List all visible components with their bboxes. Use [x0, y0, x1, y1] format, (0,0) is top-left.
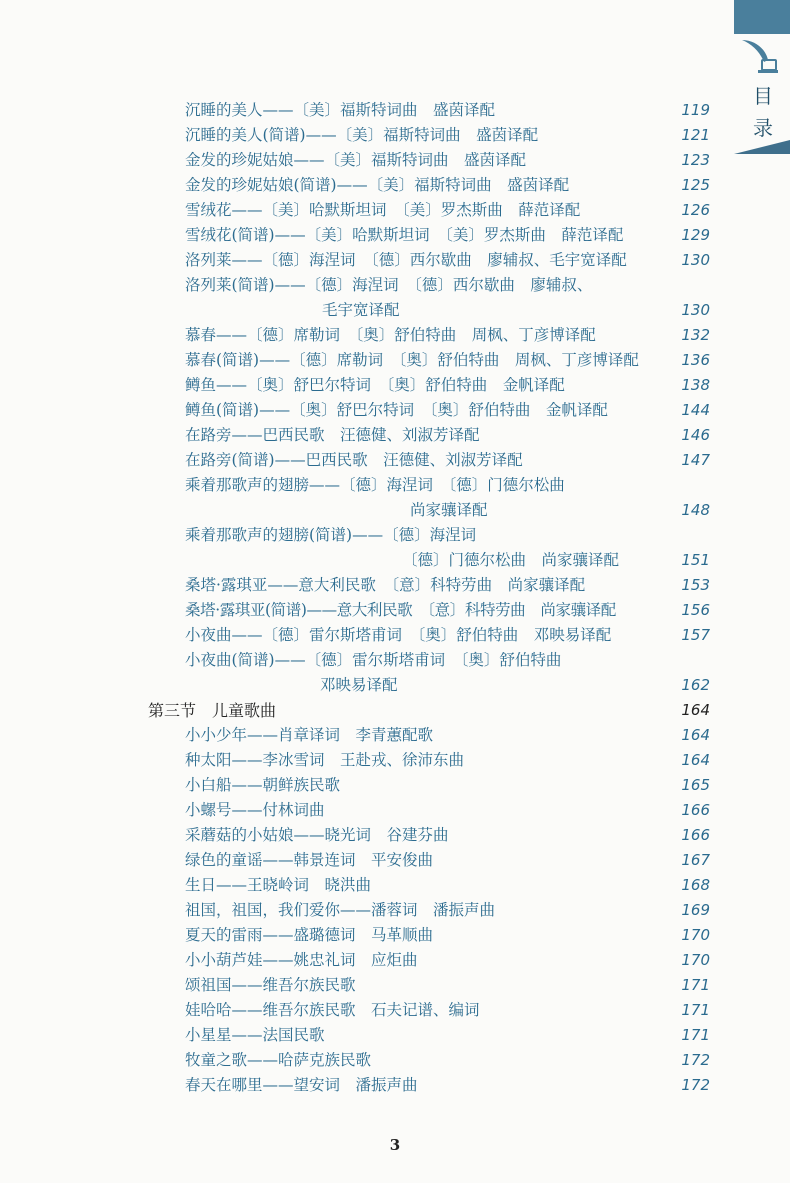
toc-entry[interactable]: [0, 898, 740, 923]
toc-entry[interactable]: [0, 248, 740, 273]
entry-title: 慕春——〔德〕席勒词 〔奥〕舒伯特曲 周枫、丁彦博译配: [185, 326, 596, 344]
toc-entry[interactable]: [0, 798, 740, 823]
entry-title: 沉睡的美人(简谱)——〔美〕福斯特词曲 盛茵译配: [185, 126, 539, 144]
toc-entry[interactable]: [0, 423, 740, 448]
toc-entry[interactable]: [0, 523, 740, 548]
entry-title: 春天在哪里——望安词 潘振声曲: [185, 1076, 418, 1094]
entry-page: 130: [681, 301, 710, 319]
entry-title: 〔德〕门德尔松曲 尚家骧译配: [402, 551, 620, 569]
page-number: 3: [389, 1136, 401, 1154]
entry-title: 乘着那歌声的翅膀(简谱)——〔德〕海涅词: [185, 526, 477, 544]
toc-entry[interactable]: [0, 773, 740, 798]
entry-title: 小小葫芦娃——姚忠礼词 应炬曲: [185, 951, 418, 969]
entry-page: 156: [681, 601, 710, 619]
entry-title: 沉睡的美人——〔美〕福斯特词曲 盛茵译配: [185, 101, 496, 119]
entry-title: 小白船——朝鲜族民歌: [185, 776, 341, 794]
entry-page: 157: [681, 626, 710, 644]
toc-entry[interactable]: [0, 448, 740, 473]
toc-entry[interactable]: [0, 98, 740, 123]
section-page: 164: [681, 701, 710, 719]
entry-title: 绿色的童谣——韩景连词 平安俊曲: [185, 851, 434, 869]
entry-page: 123: [681, 151, 710, 169]
entry-title: 慕春(简谱)——〔德〕席勒词 〔奥〕舒伯特曲 周枫、丁彦博译配: [185, 351, 639, 369]
toc-entry[interactable]: [0, 198, 740, 223]
toc-entry[interactable]: [0, 1048, 740, 1073]
entry-title: 桑塔·露琪亚(简谱)——意大利民歌 〔意〕科特劳曲 尚家骧译配: [185, 601, 616, 619]
toc-entry[interactable]: [0, 223, 740, 248]
entry-page: 169: [681, 901, 710, 919]
entry-title: 乘着那歌声的翅膀——〔德〕海涅词 〔德〕门德尔松曲: [185, 476, 565, 494]
entry-title: 生日——王晓岭词 晓洪曲: [185, 876, 372, 894]
entry-title: 小螺号——付林词曲: [185, 801, 325, 819]
toc-entry[interactable]: [0, 473, 740, 498]
entry-title: 洛列莱(简谱)——〔德〕海涅词 〔德〕西尔歇曲 廖辅叔、: [185, 276, 593, 294]
toc-entry[interactable]: [0, 348, 740, 373]
entry-page: 165: [681, 776, 710, 794]
toc-entry[interactable]: [0, 323, 740, 348]
toc-entry[interactable]: [0, 398, 740, 423]
entry-title: 金发的珍妮姑娘(简谱)——〔美〕福斯特词曲 盛茵译配: [185, 176, 570, 194]
toc-entry-continuation[interactable]: [0, 498, 740, 523]
toc-entry[interactable]: [0, 973, 740, 998]
toc-entry[interactable]: [0, 823, 740, 848]
entry-page: 172: [681, 1051, 710, 1069]
entry-title: 尚家骧译配: [410, 501, 488, 519]
entry-page: 168: [681, 876, 710, 894]
entry-title: 洛列莱——〔德〕海涅词 〔德〕西尔歇曲 廖辅叔、毛宇宽译配: [185, 251, 627, 269]
toc-entry[interactable]: [0, 598, 740, 623]
toc-entry[interactable]: [0, 1073, 740, 1098]
entry-title: 鳟鱼(简谱)——〔奥〕舒巴尔特词 〔奥〕舒伯特曲 金帆译配: [185, 401, 608, 419]
entry-page: 151: [681, 551, 710, 569]
entry-title: 牧童之歌——哈萨克族民歌: [185, 1051, 372, 1069]
toc-entry-continuation[interactable]: [0, 298, 740, 323]
entry-page: 146: [681, 426, 710, 444]
toc-entry[interactable]: [0, 123, 740, 148]
entry-page: 162: [681, 676, 710, 694]
entry-title: 桑塔·露琪亚——意大利民歌 〔意〕科特劳曲 尚家骧译配: [185, 576, 586, 594]
toc-entry[interactable]: [0, 623, 740, 648]
entry-title: 颂祖国——维吾尔族民歌: [185, 976, 356, 994]
toc-entry[interactable]: [0, 873, 740, 898]
toc-entry[interactable]: [0, 848, 740, 873]
entry-page: 119: [681, 101, 710, 119]
entry-title: 采蘑菇的小姑娘——晓光词 谷建芬曲: [185, 826, 449, 844]
entry-page: 171: [681, 1001, 710, 1019]
entry-title: 雪绒花——〔美〕哈默斯坦词 〔美〕罗杰斯曲 薛范译配: [185, 201, 581, 219]
entry-page: 125: [681, 176, 710, 194]
entry-title: 金发的珍妮姑娘——〔美〕福斯特词曲 盛茵译配: [185, 151, 527, 169]
entry-title: 祖国，祖国，我们爱你——潘蓉词 潘振声曲: [185, 901, 496, 919]
entry-page: 129: [681, 226, 710, 244]
toc-entry[interactable]: [0, 373, 740, 398]
entry-title: 种太阳——李冰雪词 王赴戎、徐沛东曲: [185, 751, 465, 769]
toc-entry[interactable]: [0, 923, 740, 948]
entry-page: 126: [681, 201, 710, 219]
entry-page: 166: [681, 801, 710, 819]
entry-page: 164: [681, 751, 710, 769]
entry-page: 171: [681, 976, 710, 994]
entry-page: 130: [681, 251, 710, 269]
entry-page: 171: [681, 1026, 710, 1044]
entry-page: 144: [681, 401, 710, 419]
toc-entry[interactable]: [0, 148, 740, 173]
entry-page: 121: [681, 126, 710, 144]
section-title: 第三节 儿童歌曲: [148, 701, 277, 720]
toc-entry[interactable]: [0, 948, 740, 973]
toc-entry[interactable]: [0, 173, 740, 198]
entry-title: 小星星——法国民歌: [185, 1026, 325, 1044]
toc-label-char-1: 目: [753, 84, 773, 108]
entry-title: 小夜曲(简谱)——〔德〕雷尔斯塔甫词 〔奥〕舒伯特曲: [185, 651, 562, 669]
entry-title: 在路旁(简谱)——巴西民歌 汪德健、刘淑芳译配: [185, 451, 523, 469]
entry-title: 雪绒花(简谱)——〔美〕哈默斯坦词 〔美〕罗杰斯曲 薛范译配: [185, 226, 624, 244]
entry-page: 148: [681, 501, 710, 519]
toc-entry[interactable]: [0, 1023, 740, 1048]
toc-entry-continuation[interactable]: [0, 673, 740, 698]
entry-title: 邓映易译配: [320, 676, 398, 694]
entry-page: 164: [681, 726, 710, 744]
toc-entry[interactable]: [0, 748, 740, 773]
toc-entry[interactable]: [0, 998, 740, 1023]
toc-entry[interactable]: [0, 648, 740, 673]
entry-title: 小小少年——肖章译词 李青蕙配歌: [185, 726, 434, 744]
toc-entry[interactable]: [0, 573, 740, 598]
toc-entry[interactable]: [0, 723, 740, 748]
entry-page: 132: [681, 326, 710, 344]
entry-title: 夏天的雷雨——盛璐德词 马革顺曲: [185, 926, 434, 944]
entry-title: 娃哈哈——维吾尔族民歌 石夫记谱、编词: [185, 1001, 480, 1019]
entry-page: 172: [681, 1076, 710, 1094]
entry-page: 147: [681, 451, 710, 469]
entry-title: 鳟鱼——〔奥〕舒巴尔特词 〔奥〕舒伯特曲 金帆译配: [185, 376, 565, 394]
section-heading[interactable]: [0, 698, 740, 723]
entry-title: 小夜曲——〔德〕雷尔斯塔甫词 〔奥〕舒伯特曲 邓映易译配: [185, 626, 612, 644]
entry-page: 167: [681, 851, 710, 869]
toc-entry-continuation[interactable]: [0, 548, 740, 573]
entry-title: 毛宇宽译配: [322, 301, 400, 319]
toc-label-char-2: 录: [753, 116, 773, 140]
entry-page: 170: [681, 951, 710, 969]
entry-page: 170: [681, 926, 710, 944]
toc-entry[interactable]: [0, 273, 740, 298]
entry-page: 136: [681, 351, 710, 369]
entry-page: 138: [681, 376, 710, 394]
entry-title: 在路旁——巴西民歌 汪德健、刘淑芳译配: [185, 426, 480, 444]
entry-page: 153: [681, 576, 710, 594]
entry-page: 166: [681, 826, 710, 844]
